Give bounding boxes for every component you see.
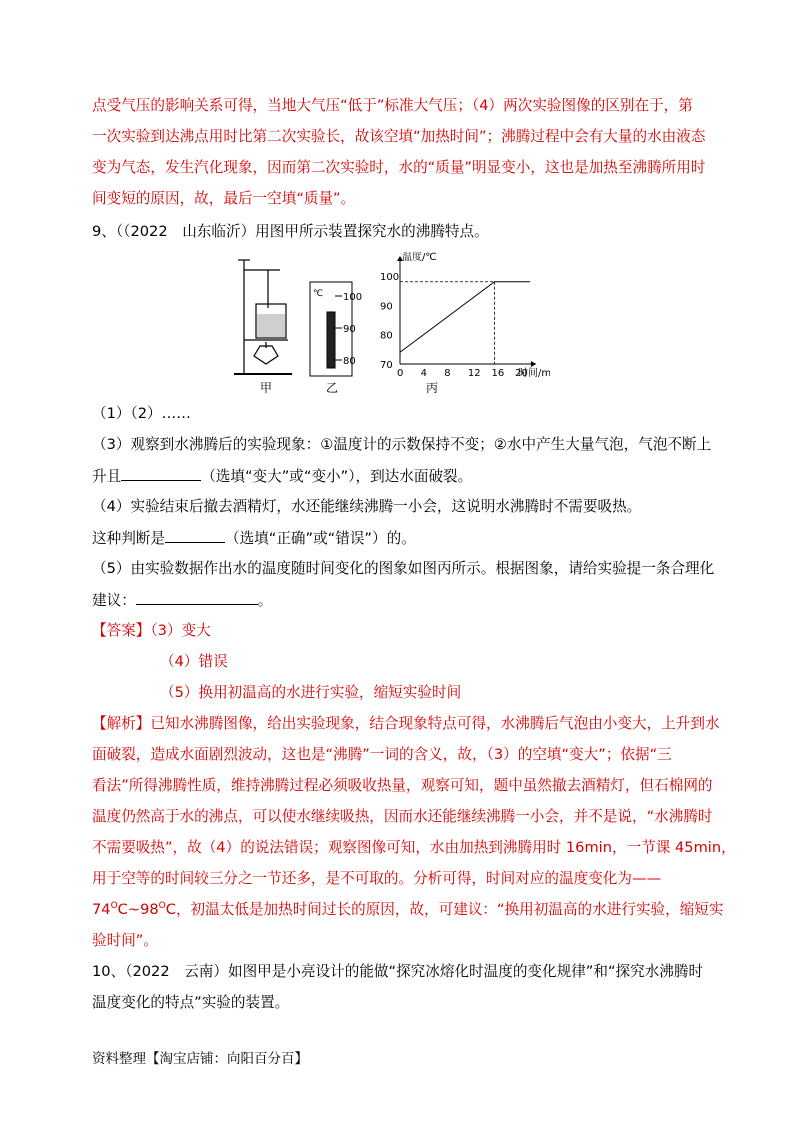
figure-label-jia: 甲 [260,381,273,395]
y-tick-label: 90 [380,301,393,313]
analysis-line: 验时间”。 [92,932,158,949]
x-tick-label: 4 [420,368,428,379]
answer-blank [165,528,225,543]
analysis-tag: 【解析】 [92,715,151,732]
temperature-time-chart [380,252,550,379]
analysis-line: 看法”所得沸腾性质，维持沸腾过程必须吸收热量，观察可知，题中虽然撤去酒精灯，但石棉网的 [92,777,713,794]
x-axis-label: 时间/m [518,368,550,379]
y-axis-label: 温度/℃ [402,252,437,263]
question-9-part-4-cont: 这种判断是 （选填“正确”或“错误”）的。 [92,530,416,547]
analysis-line: 不需要吸热”，故（4）的说法错误；观察图像可知，水由加热到沸腾用时 16min，一节课 45min， [92,839,736,856]
analysis-line: 用于空等的时间较三分之一节还多，是不可取的。分析可得，时间对应的温度变化为—— [92,870,662,887]
question-9-part-3-cont: 升且 （选填“变大”或“变小”），到达水面破裂。 [92,468,473,485]
thermometer-tick: 90 [343,324,356,335]
answer-item: （5）换用初温高的水进行实验，缩短实验时间 [160,684,462,701]
prev-answer-line: 间变短的原因，故，最后一空填“质量”。 [92,190,356,207]
question-9-title: 9、（（2022 山东临沂）用图甲所示装置探究水的沸腾特点。 [92,223,489,240]
analysis-line: 温度仍然高于水的沸点，可以使水继续吸热，因而水还能继续沸腾一小会，并不是说，“水沸腾时 [92,808,713,825]
question-9-figure [230,252,550,402]
answer-tag: 【答案】 [92,622,151,639]
figure-label-yi: 乙 [326,381,339,395]
y-tick-label: 70 [380,360,393,371]
question-9-part-5: （5）由实验数据作出水的温度随时间变化的图象如图丙所示。根据图象，请给实验提一条合理化 [92,560,715,577]
x-tick-label: 0 [397,368,404,379]
y-tick-label: 100 [380,271,400,283]
analysis-line: 面破裂，造成水面剧烈波动，这也是“沸腾”一词的含义，故，（3）的空填“变大”；依据“三 [92,746,672,763]
x-tick-label: 12 [467,368,481,379]
series-line [400,282,530,353]
apparatus-figure [230,252,550,402]
question-9-part-3: （3）观察到水沸腾后的实验现象：①温度计的示数保持不变；②水中产生大量气泡，气泡不断上 [92,436,712,453]
prev-answer-line: 一次实验到达沸点用时比第二次实验长，故该空填“加热时间”；沸腾过程中会有大量的水由液态 [92,128,706,145]
answer-blank [136,590,258,605]
thermometer-tick: 80 [343,356,356,367]
question-9-part-1-2: （1）（2）…… [92,405,191,422]
question-9-part-4: （4）实验结束后撤去酒精灯，水还能继续沸腾一小会，这说明水沸腾时不需要吸热。 [92,498,642,515]
x-axis-arrow [531,361,536,367]
answer-block [92,621,211,641]
footer-text: 资料整理【淘宝店铺：向阳百分百】 [92,1051,308,1067]
answer-blank [121,466,201,481]
question-9-part-5-cont: 建议： 。 [92,592,273,609]
y-tick-label: 80 [380,330,393,342]
question-10-title: 10、（2022 云南）如图甲是小亮设计的能做“探究冰熔化时温度的变化规律”和“探究水沸腾时 [92,963,704,980]
thermometer-tick: 100 [343,292,363,303]
analysis-line: $74^OC\sim 98^OC$，初温太低是加热时间过长的原因，故，可建议：“换用初温高的水进行实验，缩短实 [92,901,724,918]
x-tick-label: 16 [491,368,505,379]
question-10-cont: 温度变化的特点”实验的装置。 [92,994,290,1011]
thermometer-unit: ℃ [313,289,324,299]
x-tick-label: 8 [444,368,451,379]
stand-apparatus [234,260,292,374]
x-tick-label: 20 [515,368,528,379]
prev-answer-line: 点受气压的影响关系可得，当地大气压“低于”标准大气压；（4）两次实验图像的区别在于，第 [92,97,693,114]
answer-item: （3）变大 [150,622,211,639]
figure-label-bing: 丙 [426,381,439,395]
answer-item: （4）错误 [160,653,228,670]
prev-answer-line: 变为气态，发生汽化现象，因而第二次实验时，水的“质量”明显变小，这也是加热至沸腾所用时 [92,159,706,176]
analysis-line: 【解析】已知水沸腾图像，给出实验现象，结合现象特点可得，水沸腾后气泡由小变大，上升到水 [92,715,720,732]
